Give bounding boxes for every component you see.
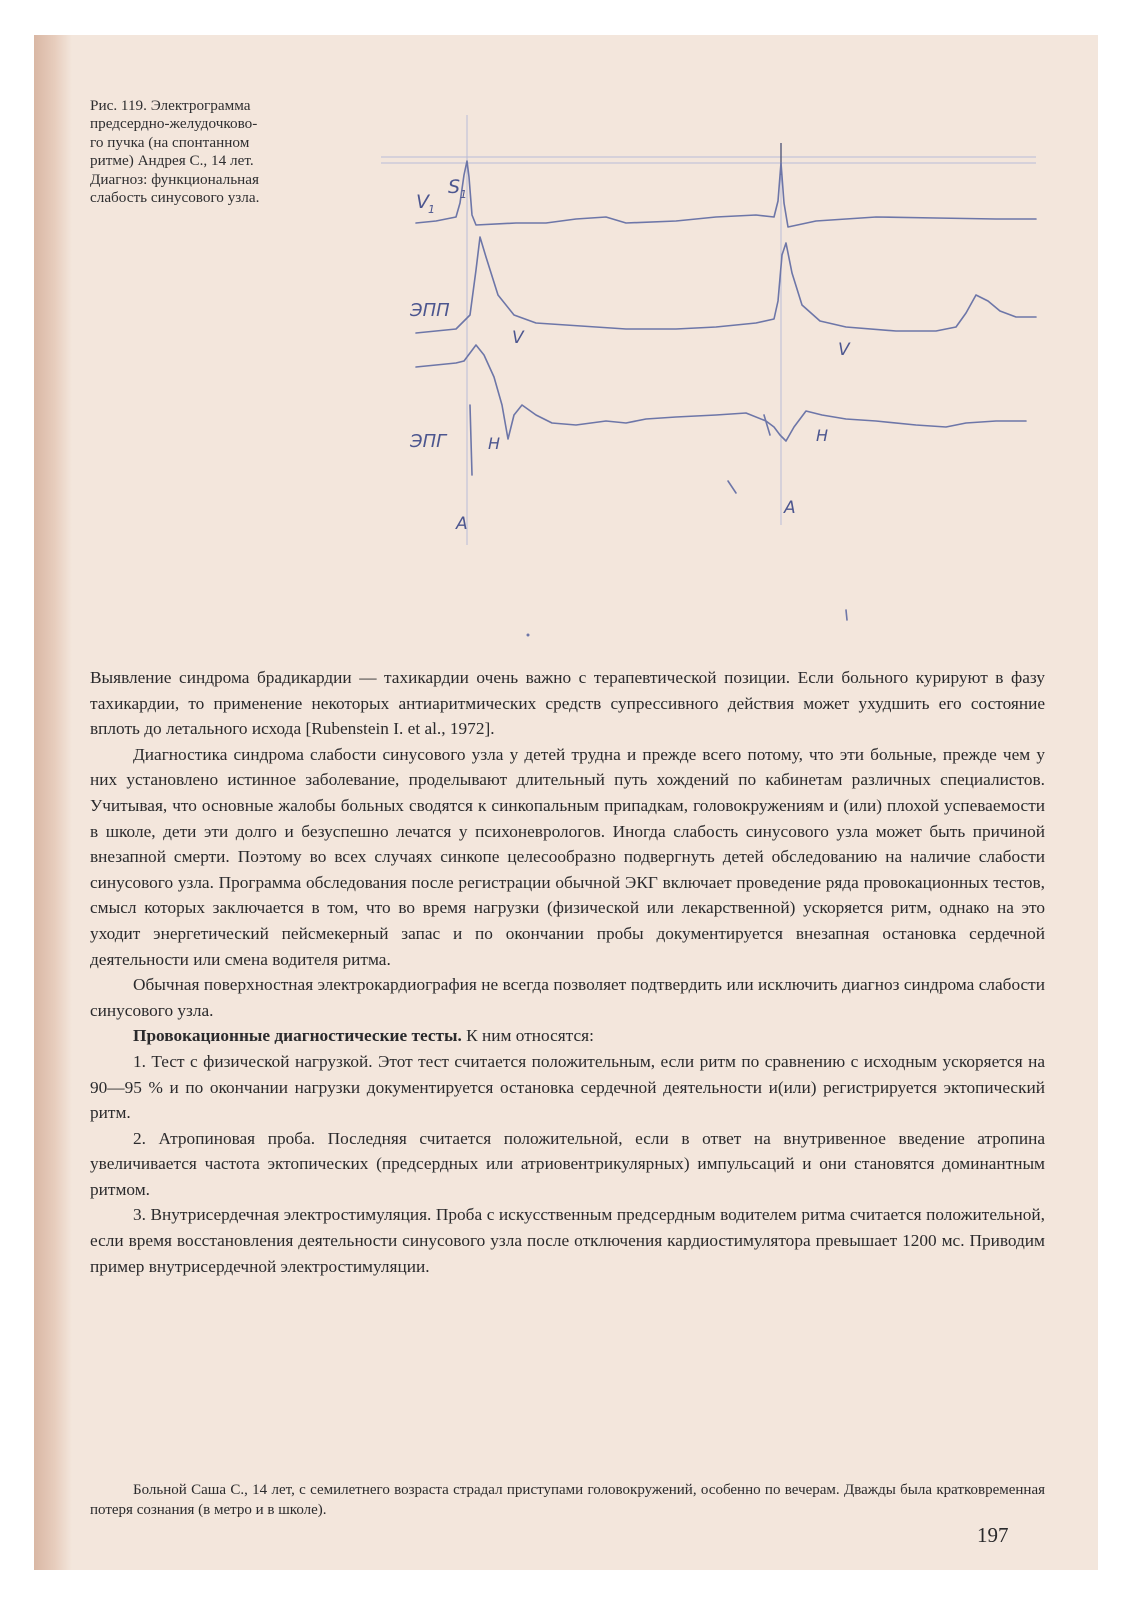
body-text (90, 665, 1045, 1279)
label-v-first: V (512, 328, 524, 348)
label-s1: S (448, 176, 461, 198)
label-s1-sub: 1 (460, 188, 467, 201)
case-note: Больной Саша С., 14 лет, с семилетнего возраста страдал приступами головокружений, особенно по вечерам. Дважды была кратковременная потеря сознания (в метро и в школе). (90, 1482, 1045, 1518)
test-item: 3. Внутрисердечная электростимуляция. Проба с искусственным предсердным водителем ритма считается положительной, если время восстановления деятельности синусового узла после отключения кардиостимулятора превышает 1200 мс. Приводим пример внутрисердечной электростимуляции. (90, 1205, 1045, 1276)
label-v1-sub: 1 (428, 203, 435, 216)
test-item: 1. Тест с физической нагрузкой. Этот тест считается положительным, если ритм по сравнению с исходным ускоряется на 90—95 % и по окончании нагрузки документируется остановка сердечной деятельности и(или) регистрируется эктопический ритм. (90, 1051, 1045, 1123)
label-v-second: V (838, 340, 850, 360)
artifact-dot (527, 634, 530, 637)
artifact-line (728, 481, 736, 493)
page-spine-shadow (34, 35, 72, 1570)
test-item: 2. Атропиновая проба. Последняя считается положительной, если в ответ на внутривенное введение атропина увеличивается частота эктопических (предсердных или атриовентрикулярных) импульсаций и они становятся доминантным ритмом. (90, 1128, 1045, 1199)
tests-heading: Провокационные диагностические тесты. (133, 1026, 462, 1046)
artifact-line (846, 610, 847, 620)
figure-caption: Рис. 119. Электрограмма предсердно-желудочково- го пучка (на спонтанном ритме) Андрея С., 14 лет. Диагноз: функциональная слабость синусового узла. (90, 97, 260, 207)
label-epg: ЭПГ (410, 431, 447, 452)
tests-heading-paragraph (90, 1023, 1045, 1049)
tests-heading-rest: К ним относятся: (461, 1026, 594, 1046)
trace-epg (416, 345, 1026, 441)
label-epp: ЭПП (410, 300, 450, 321)
label-v1: V (416, 191, 429, 213)
page-number: 197 (977, 1523, 1009, 1547)
label-a-second: А (784, 498, 796, 518)
paragraph: Обычная поверхностная электрокардиография не всегда позволяет подтвердить или исключить диагноз синдрома слабости синусового узла. (90, 975, 1045, 1020)
paragraph: Диагностика синдрома слабости синусового узла у детей трудна и прежде всего потому, что эти больные, прежде чем у них установлено истинное заболевание, проделывают длительный путь хождений по кабинетам различных специалистов. Учитывая, что основные жалобы больных сводятся к синкопальным припадкам, головокружениям и (или) плохой успеваемости в школе, дети эти долго и безуспешно лечатся у психоневрологов. Иногда слабость синусового узла может быть причиной внезапной смерти. Поэтому во всех случаях синкопе целесообразно подвергнуть детей обследованию на наличие слабости синусового узла. Программа обследования после регистрации обычной ЭКГ включает проведение ряда провокационных тестов, смысл которых заключается в том, что во время нагрузки (физической или лекарственной) ускоряется ритм, однако на это уходит энергетический пейсмекерный запас и по окончании пробы документируется внезапная остановка сердечной деятельности или смена водителя ритма. (90, 744, 1045, 969)
label-h-first: H (488, 434, 501, 453)
book-page (34, 35, 1098, 1570)
artifact-line (764, 415, 770, 435)
trace-epp (416, 237, 1036, 333)
label-a-first: А (456, 514, 468, 534)
electrogram-figure (376, 105, 1046, 645)
trace-v1 (416, 161, 1036, 227)
electrogram-svg (376, 105, 1046, 645)
paragraph: Выявление синдрома брадикардии — тахикардии очень важно с терапевтической позиции. Если больного курируют в фазу тахикардии, то применение некоторых антиаритмических средств супрессивного действия может ухудшить его состояние вплоть до летального исхода [Rubenstein I. et al., 1972]. (90, 668, 1045, 739)
artifact-line (470, 405, 472, 475)
label-h-second: H (816, 426, 829, 445)
